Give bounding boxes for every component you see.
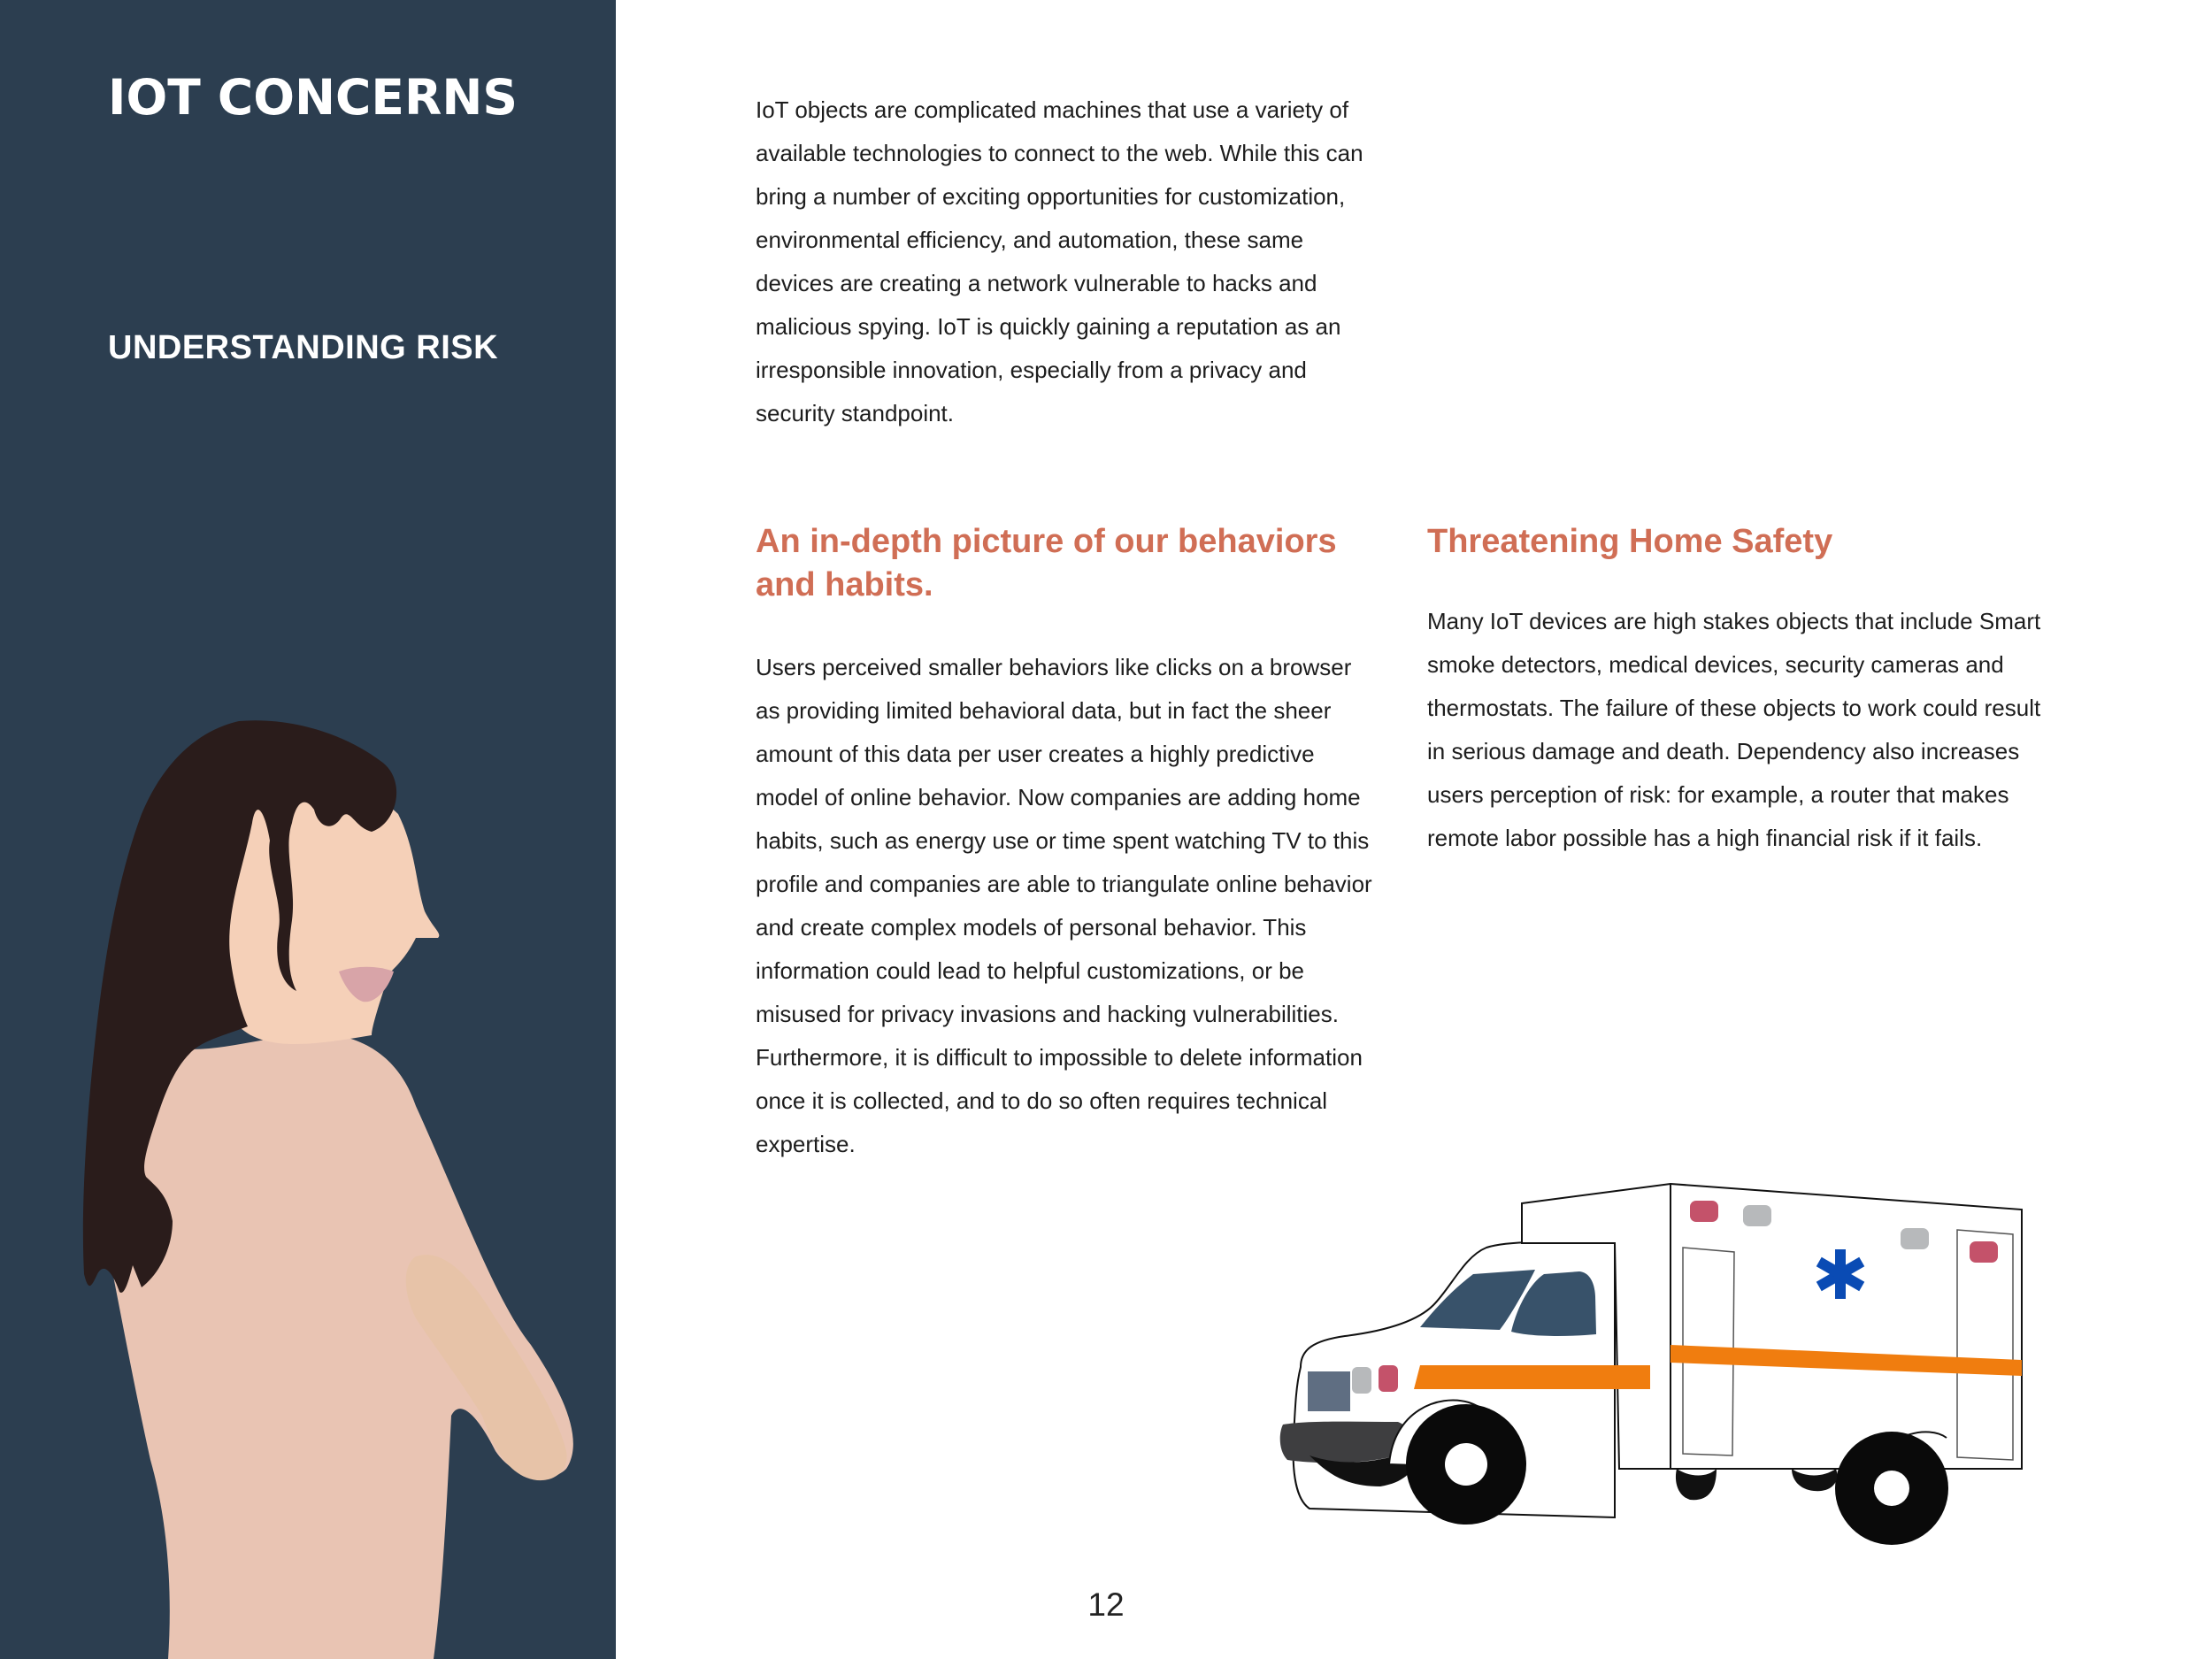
page-number: 12	[1087, 1586, 1125, 1623]
section-heading: An in-depth picture of our behaviors and habits.	[756, 523, 1337, 603]
page-subtitle: UNDERSTANDING RISK	[108, 329, 499, 366]
section-body: Many IoT devices are high stakes objects that include Smart smoke detectors, medical devices, security cameras and thermostats. The failure of these objects to work could result in serious damage and death. Dependency also increases users perception of risk: for example, a router that makes remote labor possible has a high financial risk if it fails.	[1427, 608, 2041, 851]
ambulance-stripe	[1414, 1365, 1650, 1389]
section-heading: Threatening Home Safety	[1427, 523, 1833, 560]
intro-paragraph: IoT objects are complicated machines that use a variety of available technologies to connect to the web. While this can bring a number of exciting opportunities for customization, environmental efficiency, and automation, these same devices are creating a network vulnerable to hacks and malicious spying. IoT is quickly gaining a reputation as an irresponsible innovation, especially from a privacy and security standpoint.	[756, 96, 1363, 426]
page-title: IOT CONCERNS	[108, 69, 518, 126]
section-body: Users perceived smaller behaviors like clicks on a browser as providing limited behavioral data, but in fact the sheer amount of this data per user creates a highly predictive model of online behavior. Now companies are adding home habits, such as energy use or time spent watching TV to this profile and companies are able to triangulate online behavior and create complex models of personal behavior. This information could lead to helpful customizations, or be misused for privacy invasions and hacking vulnerabilities. Furthermore, it is difficult to impossible to delete information once it is collected, and to do so often requires technical expertise.	[756, 654, 1372, 1157]
section-home-safety	[1427, 520, 2047, 860]
section-behaviors	[756, 520, 1375, 1166]
ambulance-illustration	[1274, 1172, 2035, 1553]
sidebar-panel	[0, 0, 616, 1659]
woman-illustration	[0, 0, 616, 1659]
